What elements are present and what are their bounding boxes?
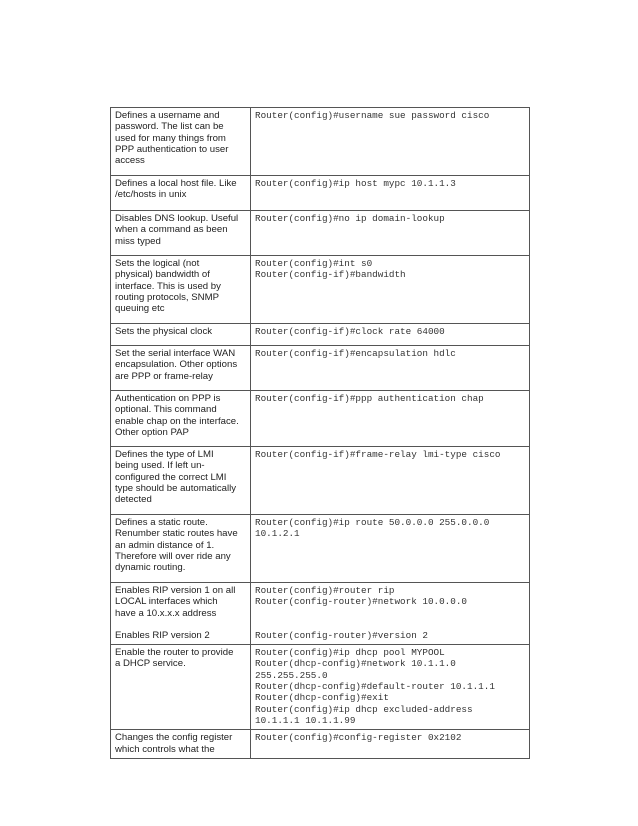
command-line: Router(config)#ip host mypc 10.1.1.3 xyxy=(255,178,456,189)
description-line: encapsulation. Other options xyxy=(115,359,238,371)
description-line: queuing etc xyxy=(115,303,165,315)
command-line: Router(dhcp-config)#exit xyxy=(255,692,389,704)
description-line: used for many things from xyxy=(115,132,226,144)
command-table-body xyxy=(111,108,530,759)
description-line: Therefore will over ride any xyxy=(115,550,231,562)
command-cell xyxy=(251,515,530,583)
table-row xyxy=(111,447,530,515)
command-cell xyxy=(251,730,530,759)
description-line: Enables RIP version 2 xyxy=(115,629,210,641)
description-cell xyxy=(111,346,251,391)
description-line: which controls what the xyxy=(115,743,215,755)
command-line: Router(config-if)#frame-relay lmi-type cisco xyxy=(255,449,501,460)
description-line: Set the serial interface WAN xyxy=(115,348,236,359)
table-row xyxy=(111,391,530,447)
description-cell xyxy=(111,108,251,176)
table-row xyxy=(111,108,530,176)
description-cell xyxy=(111,447,251,515)
description-line: Enable the router to provide xyxy=(115,647,234,659)
description-cell xyxy=(111,730,251,759)
description-line: when a command as been xyxy=(115,224,228,236)
command-cell xyxy=(251,583,530,645)
description-line: have a 10.x.x.x address xyxy=(115,607,217,619)
command-line: Router(config)#config-register 0x2102 xyxy=(255,732,462,744)
description-line: access xyxy=(115,155,145,167)
table-row xyxy=(111,211,530,256)
command-line: Router(config)#ip dhcp pool MYPOOL xyxy=(255,647,445,659)
description-line: Enables RIP version 1 on all xyxy=(115,585,236,596)
description-line: Defines a static route. xyxy=(115,517,208,528)
description-line: are PPP or frame-relay xyxy=(115,370,213,382)
command-line: 10.1.2.1 xyxy=(255,528,300,540)
description-line: Sets the logical (not xyxy=(115,258,200,269)
description-line: a DHCP service. xyxy=(115,658,186,670)
command-line: Router(config-if)#bandwidth xyxy=(255,269,406,281)
description-cell xyxy=(111,583,251,645)
command-line: 10.1.1.1 10.1.1.99 xyxy=(255,714,356,726)
table-row xyxy=(111,583,530,645)
description-cell xyxy=(111,211,251,256)
description-line: Other option PAP xyxy=(115,426,189,438)
command-line: Router(config)#username sue password cisco xyxy=(255,110,490,121)
description-line: an admin distance of 1. xyxy=(115,539,215,551)
command-line: Router(dhcp-config)#network 10.1.1.0 xyxy=(255,658,456,670)
command-cell xyxy=(251,324,530,346)
description-line: Disables DNS lookup. Useful xyxy=(115,213,239,224)
description-cell xyxy=(111,391,251,447)
description-line: PPP authentication to user xyxy=(115,143,229,155)
table-row xyxy=(111,346,530,391)
description-line: enable chap on the interface. xyxy=(115,415,239,427)
description-line: Authentication on PPP is xyxy=(115,393,221,404)
command-line: 255.255.255.0 xyxy=(255,669,328,681)
description-cell xyxy=(111,645,251,730)
description-line: Defines a local host file. Like xyxy=(115,178,237,189)
description-cell xyxy=(111,176,251,211)
command-cell xyxy=(251,211,530,256)
command-line: Router(config)#ip dhcp excluded-address xyxy=(255,703,473,715)
description-line: being used. If left un- xyxy=(115,460,205,472)
description-line: Changes the config register xyxy=(115,732,233,744)
command-cell xyxy=(251,645,530,730)
description-line: Sets the physical clock xyxy=(115,326,213,337)
command-line: Router(config-router)#version 2 xyxy=(255,629,428,641)
description-line: interface. This is used by xyxy=(115,280,221,292)
description-line: optional. This command xyxy=(115,404,217,416)
description-cell xyxy=(111,256,251,324)
command-line: Router(config)#no ip domain-lookup xyxy=(255,213,445,224)
description-line xyxy=(115,619,246,630)
command-line: Router(config-if)#clock rate 64000 xyxy=(255,326,445,337)
table-row xyxy=(111,515,530,583)
description-line: physical) bandwidth of xyxy=(115,269,210,281)
command-cell xyxy=(251,256,530,324)
command-line: Router(config-if)#encapsulation hdlc xyxy=(255,348,456,359)
description-line: /etc/hosts in unix xyxy=(115,189,187,201)
description-line: routing protocols, SNMP xyxy=(115,291,219,303)
command-line xyxy=(255,608,525,619)
command-line xyxy=(255,619,525,630)
description-line: miss typed xyxy=(115,235,161,247)
command-cell xyxy=(251,108,530,176)
command-reference-table xyxy=(110,107,530,759)
command-cell xyxy=(251,391,530,447)
description-line: LOCAL interfaces which xyxy=(115,596,218,608)
command-line: Router(config-if)#ppp authentication chap xyxy=(255,393,484,404)
table-row xyxy=(111,730,530,759)
table-row xyxy=(111,324,530,346)
description-cell xyxy=(111,515,251,583)
description-line: Renumber static routes have xyxy=(115,528,238,540)
command-line: Router(config-router)#network 10.0.0.0 xyxy=(255,596,468,608)
description-line: password. The list can be xyxy=(115,121,224,133)
table-row xyxy=(111,176,530,211)
description-line: dynamic routing. xyxy=(115,562,186,574)
command-line: Router(config)#router rip xyxy=(255,585,395,596)
description-cell xyxy=(111,324,251,346)
table-row xyxy=(111,256,530,324)
description-line: detected xyxy=(115,494,152,506)
table-row xyxy=(111,645,530,730)
command-line: Router(dhcp-config)#default-router 10.1.1.1 xyxy=(255,681,495,693)
description-line: Defines a username and xyxy=(115,110,220,121)
description-line: type should be automatically xyxy=(115,482,237,494)
command-cell xyxy=(251,176,530,211)
command-line: Router(config)#int s0 xyxy=(255,258,373,269)
description-line: Defines the type of LMI xyxy=(115,449,214,460)
command-cell xyxy=(251,346,530,391)
command-line: Router(config)#ip route 50.0.0.0 255.0.0.0 xyxy=(255,517,490,528)
command-cell xyxy=(251,447,530,515)
description-line: configured the correct LMI xyxy=(115,471,227,483)
